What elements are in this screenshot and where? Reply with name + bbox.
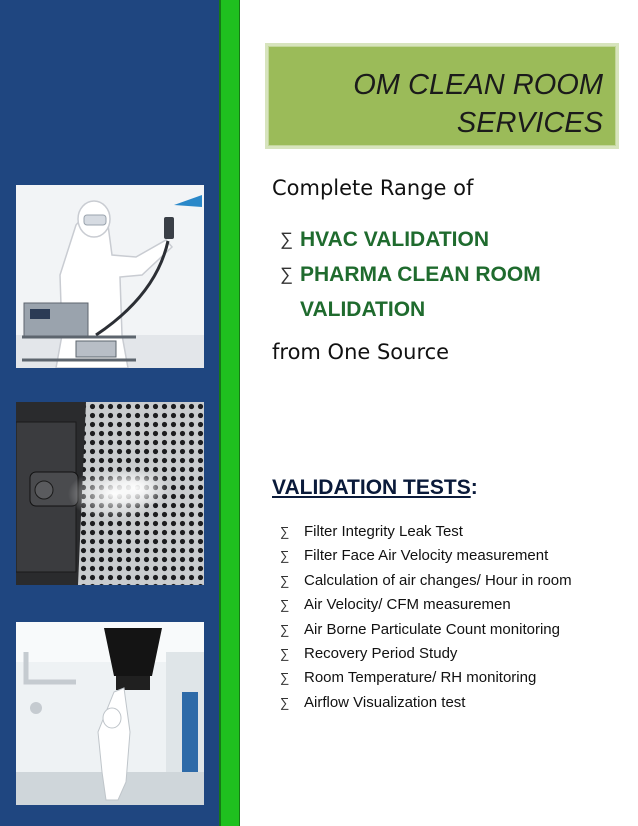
photo-filter-smoke-test [16, 402, 204, 585]
list-item: ∑ Calculation of air changes/ Hour in room [280, 569, 572, 593]
sigma-bullet-icon: ∑ [280, 646, 290, 662]
sigma-bullet-icon: ∑ [280, 548, 290, 564]
photo-flow-hood-measurement [16, 622, 204, 805]
intro-lead: Complete Range of [272, 176, 474, 200]
sigma-bullet-icon: ∑ [280, 229, 293, 249]
company-title-line2: SERVICES [456, 107, 603, 139]
sigma-bullet-icon: ∑ [280, 597, 290, 613]
photo-technician-anemometer [16, 185, 204, 368]
sigma-bullet-icon: ∑ [280, 694, 290, 710]
company-title-box [268, 46, 616, 146]
service-item: VALIDATION [300, 298, 426, 321]
sigma-bullet-icon: ∑ [280, 670, 290, 686]
intro-tail: from One Source [272, 340, 450, 364]
service-item: ∑ HVAC VALIDATION [280, 222, 541, 257]
sigma-bullet-icon: ∑ [280, 621, 290, 637]
list-item: ∑ Air Velocity/ CFM measuremen [280, 593, 572, 617]
company-title-line1: OM CLEAN ROOM [353, 69, 603, 101]
list-item: ∑ Recovery Period Study [280, 642, 572, 666]
list-item: ∑ Room Temperature/ RH monitoring [280, 666, 572, 690]
sigma-bullet-icon: ∑ [280, 572, 290, 588]
list-item: ∑ Air Borne Particulate Count monitoring [280, 618, 572, 642]
sigma-bullet-icon: ∑ [280, 264, 293, 284]
list-item: ∑ Filter Face Air Velocity measurement [280, 544, 572, 568]
validation-tests-heading: VALIDATION TESTS: [272, 476, 478, 499]
sigma-bullet-icon: ∑ [280, 524, 290, 539]
validation-tests-list [280, 520, 572, 715]
list-item: ∑ Filter Integrity Leak Test [280, 520, 572, 544]
list-item: ∑ Airflow Visualization test [280, 691, 572, 715]
green-divider-stripe [219, 0, 240, 826]
services-list [280, 222, 541, 327]
service-item: ∑ PHARMA CLEAN ROOM [280, 257, 541, 292]
